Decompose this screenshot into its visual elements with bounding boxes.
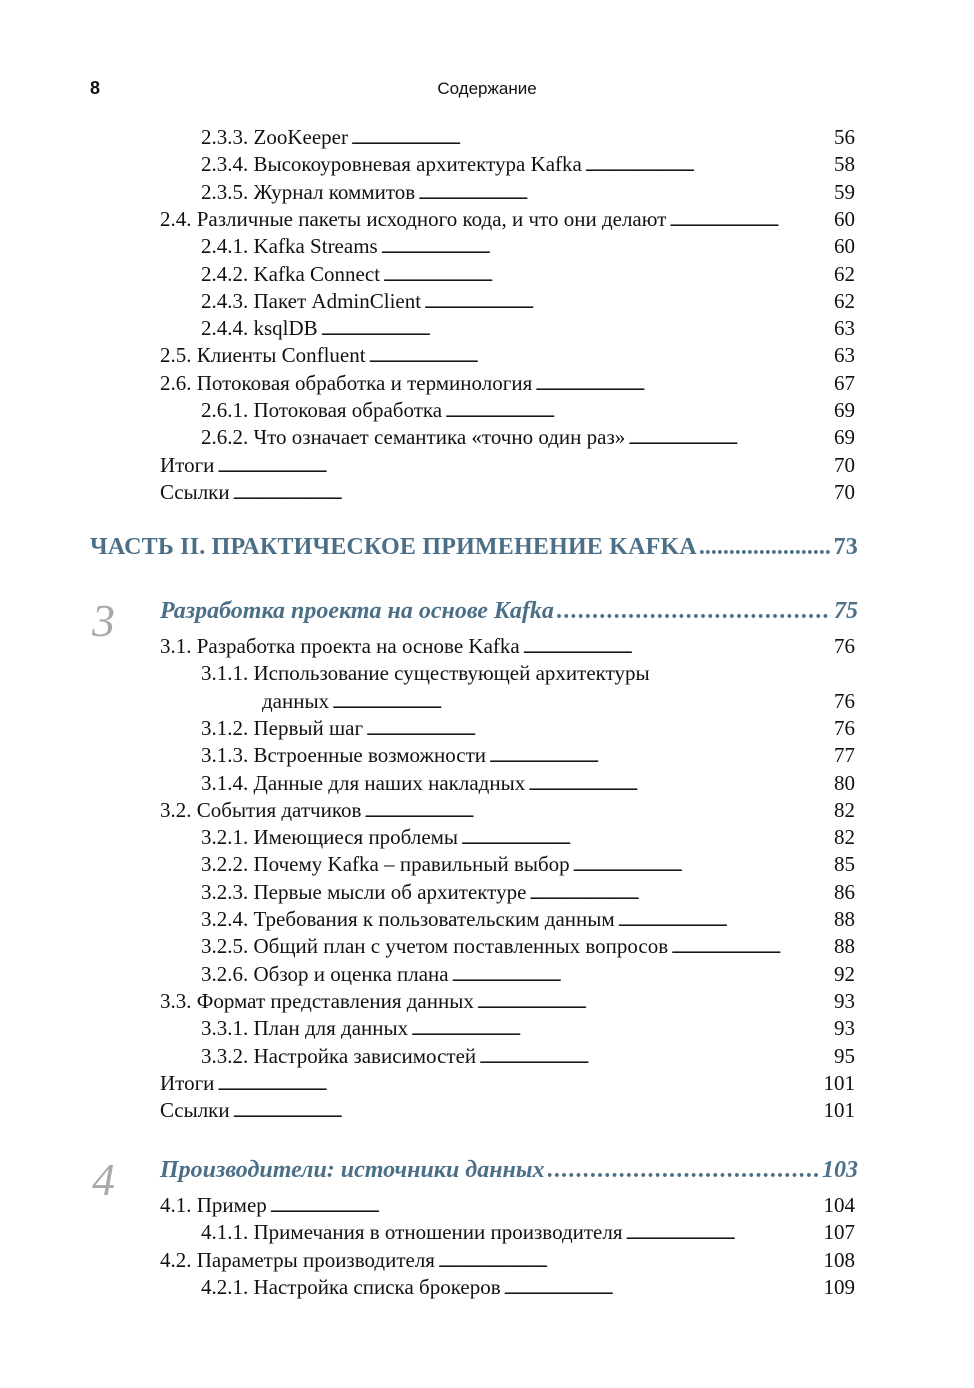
toc-entry[interactable] [201, 288, 855, 314]
chapter-title: Разработка проекта на основе Kafka [160, 598, 554, 624]
toc-entry[interactable] [201, 961, 855, 987]
toc-entry-title: 3.1.4. Данные для наших накладных [201, 770, 526, 795]
chapter-number: 3 [92, 595, 115, 646]
toc-entry-title: 2.6. Потоковая обработка и терминология [160, 370, 533, 395]
toc-entry[interactable] [201, 851, 855, 877]
toc-entry-title: 3.2.2. Почему Kafka – правильный выбор [201, 852, 570, 877]
toc-entry-title: 3.1.1. Использование существующей архитектуры [201, 661, 650, 686]
dot-leader [270, 1192, 821, 1222]
toc-entry-page: 104 [823, 1193, 855, 1217]
toc-entry-title: 4.2. Параметры производителя [160, 1247, 435, 1272]
toc-entry-page: 70 [834, 479, 855, 504]
toc-entry[interactable] [201, 770, 855, 796]
toc-entry-title: 3.3.2. Настройка зависимостей [201, 1043, 477, 1068]
toc-entry[interactable] [201, 1219, 855, 1245]
dot-leader [381, 233, 831, 263]
toc-entry-title: 2.3.4. Высокоуровневая архитектура Kafka [201, 152, 582, 177]
toc-entry-page: 88 [834, 907, 855, 931]
chapter-page: 103 [822, 1157, 858, 1183]
toc-entry[interactable] [201, 124, 855, 150]
dot-leader [618, 906, 831, 936]
toc-entry-page: 69 [834, 398, 855, 422]
toc-entry-page: 56 [834, 125, 855, 149]
chapter-title: Производители: источники данных [160, 1157, 545, 1183]
toc-entry[interactable] [201, 715, 855, 741]
toc-entry[interactable] [201, 1043, 855, 1069]
toc-entry-page: 95 [834, 1043, 855, 1068]
toc-entry-page: 70 [834, 452, 855, 477]
toc-entry[interactable] [201, 1015, 855, 1041]
toc-entry-page: 76 [834, 715, 855, 740]
toc-entry-title: 3.2.3. Первые мысли об архитектуре [201, 879, 527, 904]
dot-leader [438, 1247, 821, 1277]
toc-entry-title: 3.1.3. Встроенные возможности [201, 743, 487, 768]
toc-entry[interactable] [160, 1247, 855, 1273]
toc-entry-page: 62 [834, 288, 855, 313]
dot-leader [321, 315, 831, 345]
chapter-page: 75 [834, 598, 858, 624]
dot-leader [628, 424, 831, 454]
toc-entry-title: 4.1.1. Примечания в отношении производителя [201, 1220, 623, 1245]
chapter-heading[interactable] [160, 598, 858, 625]
dot-leader [332, 688, 831, 718]
toc-entry[interactable] [160, 1192, 855, 1218]
dot-leader [528, 770, 831, 800]
dot-leader [364, 797, 831, 827]
toc-entry-title: 3.1.2. Первый шаг [201, 715, 364, 740]
toc-entry[interactable] [201, 1274, 855, 1300]
dot-leader [351, 124, 831, 154]
toc-entry[interactable] [201, 151, 855, 177]
toc-entry-page: 67 [834, 370, 855, 395]
toc-entry-title: 4.1. Пример [160, 1193, 267, 1217]
toc-entry[interactable] [160, 452, 855, 478]
toc-entry-title: 3.2.4. Требования к пользовательским данным [201, 907, 615, 931]
toc-entry-title: 2.4.3. Пакет AdminClient [201, 288, 422, 313]
toc-entry-page: 93 [834, 1016, 855, 1041]
toc-entry-title: 2.5. Клиенты Confluent [160, 343, 366, 368]
toc-entry[interactable] [262, 688, 855, 714]
toc-entry[interactable] [201, 315, 855, 341]
toc-entry-page: 58 [834, 152, 855, 177]
toc-entry-title: 2.3.5. Журнал коммитов [201, 179, 416, 204]
running-title: Содержание [437, 79, 537, 98]
toc-entry[interactable] [160, 206, 855, 232]
chapter-heading[interactable] [160, 1157, 858, 1184]
toc-entry-title: 3.1. Разработка проекта на основе Kafka [160, 634, 520, 658]
toc-entry-title: 3.3.1. План для данных [201, 1016, 409, 1041]
toc-entry[interactable] [201, 233, 855, 259]
dot-leader [523, 633, 831, 663]
dot-leader [366, 715, 831, 745]
dot-leader [233, 1097, 821, 1127]
dot-leader [626, 1219, 821, 1249]
toc-entry[interactable] [160, 342, 855, 368]
dot-leader [573, 851, 831, 881]
dot-leader [233, 479, 831, 509]
dot-leader [418, 179, 831, 209]
toc-entry-title: 4.2.1. Настройка списка брокеров [201, 1274, 501, 1299]
toc-entry-page: 60 [834, 234, 855, 259]
toc-entry[interactable] [160, 370, 855, 396]
toc-entry-page: 59 [834, 179, 855, 204]
toc-entry-page: 63 [834, 316, 855, 341]
toc-entry-title: Ссылки [160, 1098, 230, 1123]
toc-entry[interactable] [160, 797, 855, 823]
toc-entry-page: 93 [834, 988, 855, 1013]
toc-entry[interactable] [160, 479, 855, 505]
toc-entry-page: 82 [834, 825, 855, 850]
dot-leader [489, 742, 831, 772]
dot-leader [411, 1015, 831, 1045]
toc-entry-page: 101 [823, 1098, 855, 1123]
dot-leader [529, 879, 831, 909]
toc-entry-title: 2.4.2. Kafka Connect [201, 261, 381, 286]
toc-entry[interactable] [201, 906, 855, 932]
toc-entry[interactable] [201, 879, 855, 905]
toc-entry-page: 101 [823, 1070, 855, 1095]
toc-entry-title: Ссылки [160, 479, 230, 504]
dot-leader [461, 824, 831, 854]
dot-leader [383, 261, 831, 291]
toc-entry[interactable] [160, 1070, 855, 1096]
toc-entry-title: 2.4. Различные пакеты исходного кода, и что они делают [160, 206, 667, 231]
toc-entry-page: 82 [834, 797, 855, 822]
toc-entry[interactable] [201, 933, 855, 959]
toc-entry-page: 60 [834, 206, 855, 231]
toc-entry-page: 108 [823, 1247, 855, 1272]
toc-entry[interactable] [201, 742, 855, 768]
page-number: 8 [90, 78, 101, 98]
toc-entry-title: 2.4.4. ksqlDB [201, 316, 318, 341]
toc-entry-page: 76 [834, 688, 855, 713]
dot-leader [217, 452, 831, 482]
toc-entry-title: 2.6.2. Что означает семантика «точно один раз» [201, 425, 626, 450]
toc-entry[interactable] [201, 424, 855, 450]
part-heading[interactable] [90, 534, 858, 561]
toc-entry[interactable] [201, 824, 855, 850]
toc-entry[interactable] [201, 660, 855, 686]
toc-entry[interactable] [201, 179, 855, 205]
toc-entry-page: 92 [834, 961, 855, 986]
dot-leader [699, 534, 832, 561]
toc-entry-title: 2.3.3. ZooKeeper [201, 125, 348, 149]
dot-leader [669, 206, 831, 236]
toc-entry-title: 3.2.1. Имеющиеся проблемы [201, 825, 459, 850]
toc-entry-title: данных [262, 688, 330, 713]
toc-entry[interactable] [160, 988, 855, 1014]
toc-entry-title: Итоги [160, 452, 215, 477]
toc-entry-page: 86 [834, 879, 855, 904]
toc-entry[interactable] [160, 1097, 855, 1123]
toc-entry-title: 3.3. Формат представления данных [160, 988, 474, 1013]
chapter-number: 4 [92, 1154, 115, 1205]
toc-entry-page: 85 [834, 852, 855, 877]
toc-entry-title: 2.4.1. Kafka Streams [201, 234, 378, 259]
part-title: ЧАСТЬ II. ПРАКТИЧЕСКОЕ ПРИМЕНЕНИЕ KAFKA [90, 534, 697, 560]
dot-leader [548, 1157, 819, 1184]
toc-entry-page: 69 [834, 425, 855, 450]
toc-entry-title: 3.2.5. Общий план с учетом поставленных вопросов [201, 934, 669, 959]
dot-leader [671, 933, 831, 963]
dot-leader [217, 1070, 820, 1100]
toc-entry-title: 3.2.6. Обзор и оценка плана [201, 961, 449, 986]
dot-leader [477, 988, 831, 1018]
dot-leader [445, 397, 831, 427]
dot-leader [585, 151, 831, 181]
toc-entry-title: 3.2. События датчиков [160, 797, 362, 822]
dot-leader [535, 370, 831, 400]
toc-entry-page: 107 [823, 1220, 855, 1245]
toc-entry[interactable] [160, 633, 855, 659]
dot-leader [424, 288, 831, 318]
toc-entry-page: 109 [823, 1274, 855, 1299]
toc-entry-page: 63 [834, 343, 855, 368]
toc-entry-page: 88 [834, 934, 855, 959]
dot-leader [557, 598, 831, 625]
toc-entry[interactable] [201, 261, 855, 287]
toc-entry-page: 62 [834, 261, 855, 286]
dot-leader [479, 1043, 831, 1073]
toc-entry-title: 2.6.1. Потоковая обработка [201, 398, 443, 422]
toc-entry-page: 80 [834, 770, 855, 795]
part-page: 73 [833, 534, 858, 560]
dot-leader [452, 961, 831, 991]
toc-entry-page: 77 [834, 743, 855, 768]
toc-entry[interactable] [201, 397, 855, 423]
toc-entry-page: 76 [834, 634, 855, 658]
dot-leader [369, 342, 831, 372]
dot-leader [504, 1274, 821, 1304]
toc-entry-title: Итоги [160, 1070, 215, 1095]
